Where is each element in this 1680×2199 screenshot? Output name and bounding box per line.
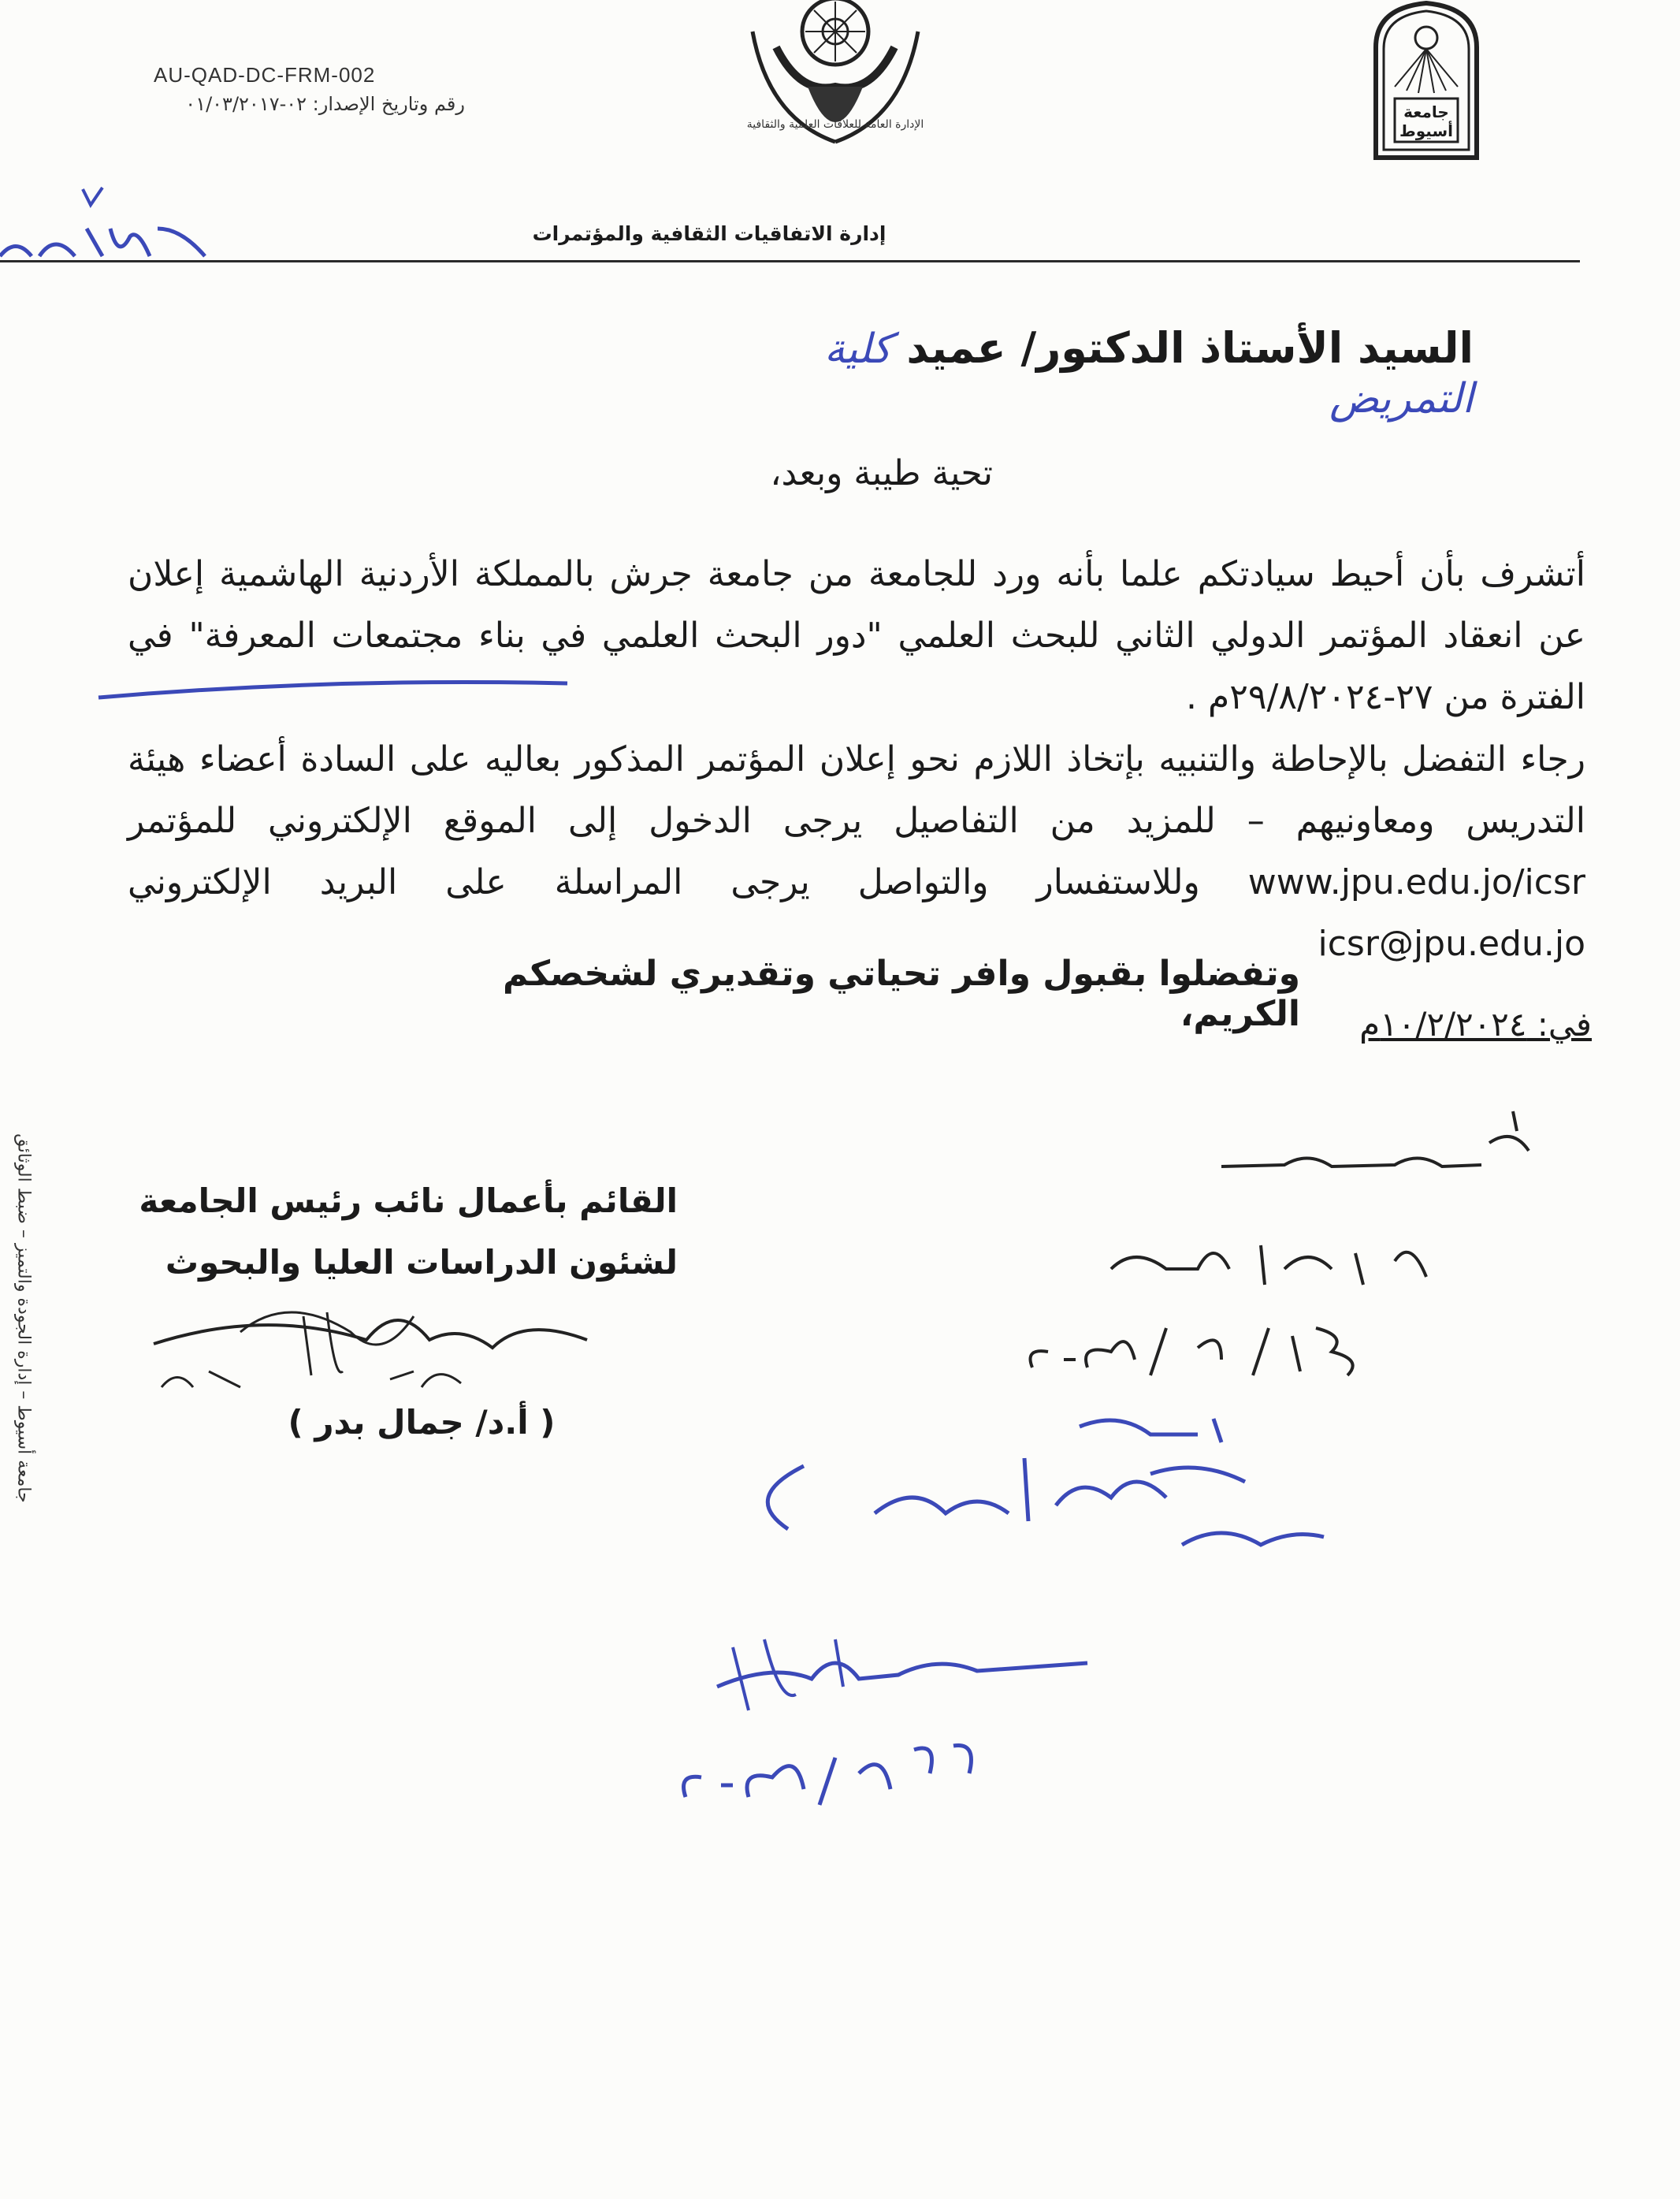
relations-emblem-icon bbox=[721, 0, 950, 158]
handwriting-strokes bbox=[1214, 1096, 1544, 1182]
letter-date: في: ١٠/٢/٢٠٢٤م bbox=[1359, 1005, 1592, 1044]
underline-stroke bbox=[95, 674, 575, 705]
greeting: تحية طيبة وبعد، bbox=[770, 453, 993, 493]
issue-number-date: رقم وتاريخ الإصدار: ٠٢-٠١/٠٣/٢٠١٧ bbox=[185, 93, 465, 115]
handwriting-strokes bbox=[1017, 1304, 1387, 1383]
relations-emblem-label: الإدارة العامة للعلاقات العلمية والثقافية bbox=[746, 118, 924, 131]
handwritten-bottom-signature bbox=[678, 1616, 1103, 1821]
header-divider bbox=[0, 260, 1580, 262]
signatory-name: ( أ.د/ جمال بدر ) bbox=[288, 1403, 556, 1442]
university-logo-label: جامعة أسيوط bbox=[1399, 102, 1453, 140]
signatory-title-line1: القائم بأعمال نائب رئيس الجامعة bbox=[139, 1181, 678, 1220]
department-name: إدارة الاتفاقيات الثقافية والمؤتمرات bbox=[532, 222, 886, 245]
closing-line: وتفضلوا بقبول وافر تحياتي وتقديري لشخصكم الكريم، bbox=[502, 954, 1300, 1034]
handwritten-reference bbox=[0, 181, 236, 268]
salutation-printed: السيد الأستاذ الدكتور/ عميد bbox=[906, 323, 1474, 373]
handwritten-note-approval bbox=[1214, 1096, 1544, 1182]
relations-emblem bbox=[721, 0, 950, 158]
assiut-university-logo bbox=[1371, 0, 1481, 162]
paragraph-request: رجاء التفضل بالإحاطة والتنبيه بإتخاذ اللازم نحو إعلان المؤتمر المذكور بعاليه على السادة أعضاء هيئة التدريس ومعاونيهم – للمزيد من التفاصيل يرجى الدخول إلى الموقع الإلكتروني للمؤتمر www.jpu.edu.jo/icsr وللاستفسار والتواصل يرجى المراسلة على البريد الإلكتروني icsr@jpu.edu.jo bbox=[128, 739, 1585, 964]
handwritten-reference-mark bbox=[0, 181, 236, 268]
handwritten-underline bbox=[95, 674, 575, 705]
margin-document-control-note: جامعة أسيوط – إدارة الجودة والتميز – ضبط الوثائق bbox=[13, 1133, 34, 1503]
form-code: AU-QAD-DC-FRM-002 bbox=[154, 63, 376, 87]
signatory-title-line2: لشئون الدراسات العليا والبحوث bbox=[165, 1243, 678, 1282]
handwritten-date-1 bbox=[1017, 1304, 1387, 1383]
signatory-title bbox=[126, 1170, 678, 1293]
paragraph-announcement: أتشرف بأن أحيط سيادتكم علما بأنه ورد للجامعة من جامعة جرش بالمملكة الأردنية الهاشمية إعلان عن انعقاد المؤتمر الدولي الثاني للبحث العلمي "دور البحث العلمي في بناء مجتمعات المعرفة" في الفترة من ٢٧-٢٩/٨/٢٠٢٤م . bbox=[128, 554, 1585, 717]
handwritten-note-name bbox=[1103, 1214, 1442, 1300]
handwriting-strokes bbox=[678, 1616, 1103, 1821]
handwriting-strokes bbox=[1103, 1214, 1442, 1300]
signature-mark bbox=[146, 1285, 603, 1403]
handwriting-strokes bbox=[709, 1411, 1355, 1600]
salutation bbox=[693, 323, 1474, 422]
signatory-signature bbox=[146, 1285, 603, 1403]
handwritten-blue-note bbox=[709, 1411, 1355, 1600]
salutation-handwritten: كلية التمريض bbox=[824, 326, 1474, 422]
